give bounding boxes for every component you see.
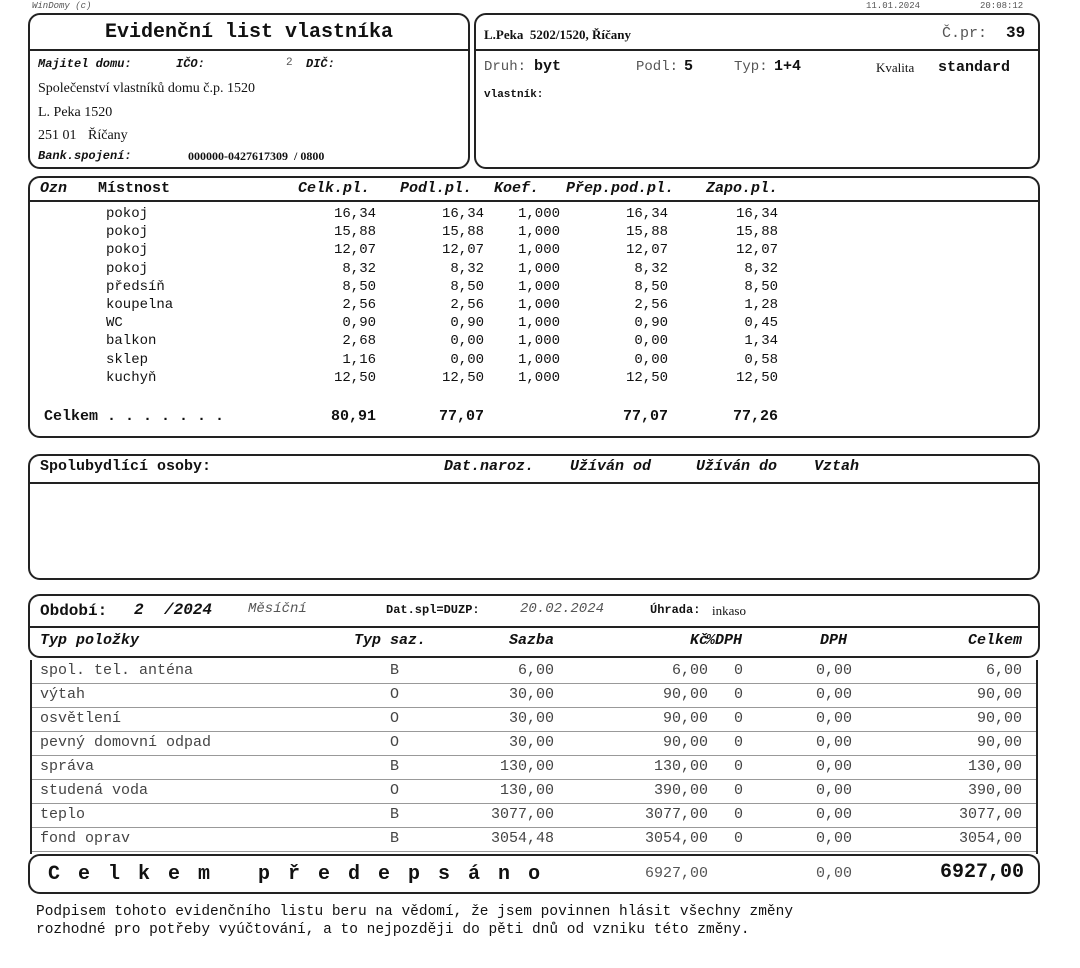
- item-pdph: 0: [734, 662, 744, 679]
- owner-name: Společenství vlastníků domu č.p. 1520: [38, 81, 255, 96]
- persons-header: [30, 458, 1038, 478]
- typ-value: 1+4: [774, 58, 802, 75]
- room-name: pokoj: [106, 224, 149, 241]
- item-row: [30, 660, 1038, 684]
- item-typ: O: [390, 710, 400, 727]
- rooms-header: [30, 180, 1038, 200]
- item-kc: 90,00: [662, 734, 708, 751]
- room-zapo: 1,34: [744, 333, 778, 350]
- room-name: pokoj: [106, 206, 149, 222]
- item-row: [30, 804, 1038, 828]
- persons-table: [28, 454, 1040, 580]
- col-ozn: Ozn: [40, 180, 68, 197]
- items-total-box: [28, 854, 1040, 894]
- kvalita-value: standard: [938, 59, 1011, 76]
- room-celk: 2,56: [342, 297, 376, 313]
- room-podl: 8,50: [450, 278, 484, 295]
- item-dph: 0,00: [816, 662, 853, 679]
- item-kc: 3054,00: [644, 830, 708, 847]
- room-row: [30, 242, 1038, 262]
- room-prep: 15,88: [625, 224, 668, 241]
- period-label: Období:: [40, 602, 108, 620]
- item-name: osvětlení: [40, 710, 122, 727]
- rooms-total-label: Celkem . . . . . . .: [44, 408, 225, 425]
- item-sazba: 3054,48: [490, 830, 554, 847]
- room-prep: 12,07: [625, 242, 668, 259]
- room-name: WC: [106, 315, 123, 332]
- item-typ: B: [390, 758, 400, 775]
- room-row: [30, 206, 1038, 226]
- room-celk: 1,16: [342, 351, 376, 368]
- item-row: [30, 828, 1038, 852]
- item-dph: 0,00: [816, 734, 853, 751]
- item-row: [30, 732, 1038, 756]
- uhrada-value: inkaso: [712, 603, 746, 618]
- room-celk: 0,90: [342, 315, 376, 332]
- druh-label: Druh:: [484, 59, 527, 75]
- footer-line-2: rozhodné pro potřeby vyúčtování, a to nejpozději do pěti dnů od vzniku této změny.: [36, 922, 750, 938]
- col-mistnost: Místnost: [98, 180, 171, 197]
- bank-value: 000000-0427617309 / 0800: [188, 149, 325, 163]
- room-name: předsíň: [106, 278, 165, 295]
- room-koef: 1,000: [517, 297, 560, 313]
- typ-label: Typ:: [734, 59, 768, 75]
- rooms-total-celk: 80,91: [330, 408, 376, 425]
- room-row: [30, 279, 1038, 299]
- col-prep: Přep.pod.pl.: [566, 180, 675, 197]
- col-celkem: Celkem: [967, 632, 1022, 649]
- rooms-total-zapo: 77,26: [732, 408, 778, 425]
- vlastnik-label: vlastník:: [484, 89, 544, 101]
- room-zapo: 1,28: [744, 297, 778, 313]
- items-total-celkem: 6927,00: [939, 861, 1024, 884]
- item-dph: 0,00: [816, 782, 853, 799]
- item-celkem: 90,00: [976, 686, 1022, 703]
- owner-street: L. Peka 1520: [38, 105, 113, 120]
- podl-value: 5: [684, 58, 694, 75]
- room-koef: 1,000: [517, 206, 560, 222]
- room-prep: 0,00: [634, 333, 668, 350]
- room-name: pokoj: [106, 242, 149, 259]
- room-zapo: 12,50: [735, 369, 778, 386]
- room-zapo: 15,88: [735, 224, 778, 241]
- item-sazba: 30,00: [508, 686, 554, 703]
- room-row: [30, 352, 1038, 372]
- item-sazba: 3077,00: [490, 806, 554, 823]
- room-row: [30, 224, 1038, 244]
- room-podl: 12,07: [441, 242, 484, 259]
- item-kc: 3077,00: [644, 806, 708, 823]
- item-typ: B: [390, 806, 400, 823]
- item-typ: O: [390, 686, 400, 703]
- item-typ: O: [390, 734, 400, 751]
- unit-box: [474, 13, 1040, 169]
- item-kc: 130,00: [653, 758, 708, 775]
- col-celk: Celk.pl.: [298, 180, 371, 197]
- owner-city: Říčany: [88, 128, 128, 143]
- room-koef: 1,000: [517, 333, 560, 350]
- room-row: [30, 261, 1038, 281]
- item-celkem: 130,00: [967, 758, 1022, 775]
- room-row: [30, 315, 1038, 335]
- room-prep: 8,32: [634, 260, 668, 277]
- room-prep: 12,50: [625, 369, 668, 386]
- item-typ: B: [390, 662, 400, 679]
- print-date: 11.01.2024: [866, 1, 921, 11]
- room-koef: 1,000: [517, 224, 560, 241]
- item-celkem: 3054,00: [958, 830, 1022, 847]
- room-koef: 1,000: [517, 278, 560, 295]
- rooms-total-podl: 77,07: [438, 408, 484, 425]
- datspl-value: 20.02.2024: [520, 601, 605, 617]
- unit-address: L.Peka 5202/1520, Říčany: [484, 27, 631, 42]
- room-celk: 8,50: [342, 278, 376, 295]
- kvalita-label: Kvalita: [876, 60, 915, 75]
- room-koef: 1,000: [517, 260, 560, 277]
- item-name: spol. tel. anténa: [40, 662, 194, 679]
- period-year: /2024: [164, 601, 213, 619]
- col-uzivan-do: Užíván do: [696, 458, 778, 475]
- room-koef: 1,000: [517, 242, 560, 259]
- item-dph: 0,00: [816, 710, 853, 727]
- room-zapo: 0,58: [744, 351, 778, 368]
- col-datnaroz: Dat.naroz.: [444, 458, 535, 475]
- dic-label: DIČ:: [306, 57, 335, 71]
- room-zapo: 8,32: [744, 260, 778, 277]
- item-sazba: 30,00: [508, 710, 554, 727]
- item-pdph: 0: [734, 734, 744, 751]
- item-kc: 6,00: [671, 662, 708, 679]
- col-sazba: Sazba: [508, 632, 554, 649]
- item-celkem: 3077,00: [958, 806, 1022, 823]
- item-name: fond oprav: [40, 830, 131, 847]
- owner-label: Majitel domu:: [38, 57, 132, 71]
- datspl-label: Dat.spl=DUZP:: [386, 603, 480, 617]
- item-kc: 90,00: [662, 710, 708, 727]
- col-dph: DPH: [820, 632, 848, 649]
- col-podl: Podl.pl.: [400, 180, 473, 197]
- rooms-total-prep: 77,07: [622, 408, 668, 425]
- room-row: [30, 370, 1038, 390]
- room-zapo: 8,50: [744, 278, 778, 295]
- owner-box: [28, 13, 470, 169]
- col-koef: Koef.: [494, 180, 540, 197]
- room-podl: 16,34: [441, 206, 484, 222]
- room-koef: 1,000: [517, 315, 560, 332]
- room-podl: 0,00: [450, 333, 484, 350]
- footer-line-1: Podpisem tohoto evidenčního listu beru na vědomí, že jsem povinnen hlásit všechny změny: [36, 904, 794, 920]
- bank-label: Bank.spojení:: [38, 149, 132, 163]
- item-name: studená voda: [40, 782, 149, 799]
- item-celkem: 6,00: [985, 662, 1022, 679]
- item-pdph: 0: [734, 758, 744, 775]
- room-podl: 12,50: [441, 369, 484, 386]
- item-kc: 390,00: [653, 782, 708, 799]
- item-dph: 0,00: [816, 806, 853, 823]
- rooms-table: [28, 176, 1040, 438]
- period-box: [28, 594, 1040, 658]
- item-dph: 0,00: [816, 758, 853, 775]
- app-credit: WinDomy (c): [32, 1, 92, 11]
- item-celkem: 90,00: [976, 710, 1022, 727]
- col-kc: Kč: [689, 632, 708, 649]
- item-typ: O: [390, 782, 400, 799]
- room-podl: 2,56: [450, 297, 484, 313]
- item-name: správa: [40, 758, 95, 775]
- item-kc: 90,00: [662, 686, 708, 703]
- item-sazba: 130,00: [499, 758, 554, 775]
- owner-zip: 251 01: [38, 128, 77, 143]
- item-row: [30, 708, 1038, 732]
- item-name: pevný domovní odpad: [40, 734, 212, 751]
- items-table: [30, 660, 1038, 852]
- room-koef: 1,000: [517, 351, 560, 368]
- item-dph: 0,00: [816, 686, 853, 703]
- room-zapo: 0,45: [744, 315, 778, 332]
- item-name: výtah: [40, 686, 86, 703]
- room-podl: 8,32: [450, 260, 484, 277]
- room-zapo: 12,07: [735, 242, 778, 259]
- period-month: 2: [134, 601, 144, 619]
- item-dph: 0,00: [816, 830, 853, 847]
- items-total-label: C e l k e m p ř e d e p s á n o: [48, 863, 544, 886]
- col-vztah: Vztah: [814, 458, 860, 475]
- col-spolubydlici: Spolubydlící osoby:: [40, 458, 212, 475]
- room-name: sklep: [106, 351, 149, 368]
- cpr-value: 39: [1006, 24, 1026, 42]
- room-celk: 8,32: [342, 260, 376, 277]
- items-total-kc: 6927,00: [644, 865, 708, 882]
- item-sazba: 130,00: [499, 782, 554, 799]
- period-frequency: Měsíční: [248, 601, 307, 617]
- item-pdph: 0: [734, 710, 744, 727]
- rooms-total-row: [30, 408, 1038, 428]
- item-pdph: 0: [734, 830, 744, 847]
- item-sazba: 6,00: [517, 662, 554, 679]
- items-total-dph: 0,00: [816, 865, 853, 882]
- room-podl: 0,00: [450, 351, 484, 368]
- col-zapo: Zapo.pl.: [706, 180, 779, 197]
- uhrada-label: Úhrada:: [650, 603, 701, 617]
- room-celk: 2,68: [342, 333, 376, 350]
- item-sazba: 30,00: [508, 734, 554, 751]
- item-pdph: 0: [734, 806, 744, 823]
- col-typ-polozky: Typ položky: [40, 632, 140, 649]
- item-pdph: 0: [734, 782, 744, 799]
- item-pdph: 0: [734, 686, 744, 703]
- item-row: [30, 756, 1038, 780]
- room-podl: 0,90: [450, 315, 484, 332]
- ico-value: 2: [286, 57, 293, 69]
- cpr-label: Č.pr:: [942, 25, 988, 42]
- print-time: 20:08:12: [980, 1, 1024, 11]
- room-prep: 2,56: [634, 297, 668, 313]
- room-prep: 16,34: [625, 206, 668, 222]
- col-uzivan-od: Užíván od: [570, 458, 652, 475]
- room-celk: 15,88: [333, 224, 376, 241]
- item-row: [30, 780, 1038, 804]
- room-celk: 16,34: [333, 206, 376, 222]
- item-name: teplo: [40, 806, 86, 823]
- col-pdph: %DPH: [706, 632, 743, 649]
- items-header: [30, 632, 1038, 652]
- podl-label: Podl:: [636, 59, 679, 75]
- room-name: koupelna: [106, 297, 174, 313]
- item-celkem: 90,00: [976, 734, 1022, 751]
- room-podl: 15,88: [441, 224, 484, 241]
- col-typ-saz: Typ saz.: [354, 632, 427, 649]
- room-row: [30, 297, 1038, 317]
- room-celk: 12,07: [333, 242, 376, 259]
- room-prep: 0,90: [634, 315, 668, 332]
- room-name: pokoj: [106, 260, 149, 277]
- item-row: [30, 684, 1038, 708]
- room-name: balkon: [106, 333, 157, 350]
- item-celkem: 390,00: [967, 782, 1022, 799]
- document-title: Evidenční list vlastníka: [104, 21, 394, 44]
- item-typ: B: [390, 830, 400, 847]
- room-row: [30, 333, 1038, 353]
- ico-label: IČO:: [176, 57, 205, 71]
- room-zapo: 16,34: [735, 206, 778, 222]
- room-celk: 12,50: [333, 369, 376, 386]
- room-name: kuchyň: [106, 369, 157, 386]
- room-prep: 0,00: [634, 351, 668, 368]
- room-prep: 8,50: [634, 278, 668, 295]
- druh-value: byt: [534, 58, 562, 75]
- room-koef: 1,000: [517, 369, 560, 386]
